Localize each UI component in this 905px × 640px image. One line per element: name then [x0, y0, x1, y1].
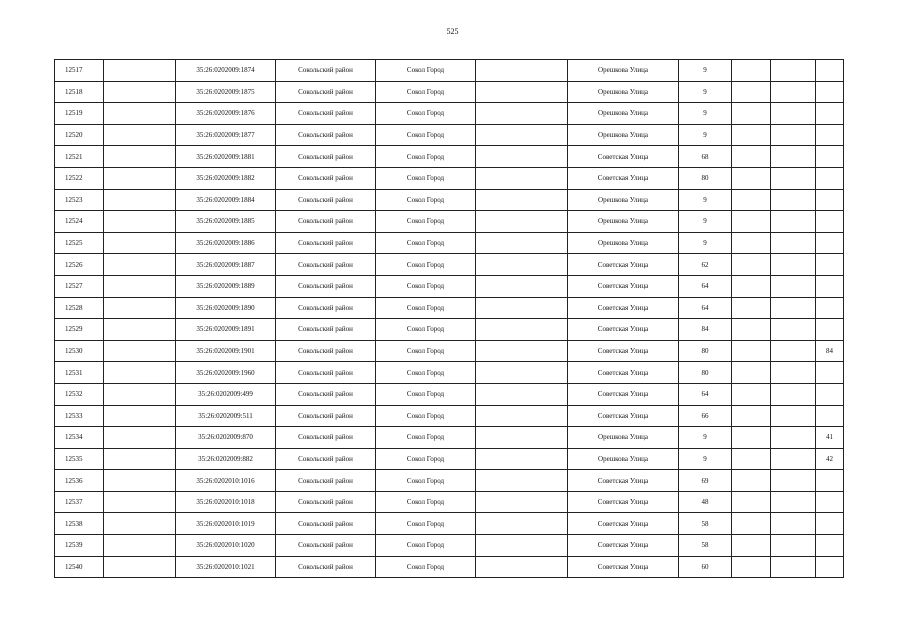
locality-cell: Сокол Город — [376, 491, 476, 513]
locality-cell: Сокол Город — [376, 167, 476, 189]
blank-cell-2 — [476, 383, 568, 405]
blank-cell-2 — [476, 254, 568, 276]
row-number-cell: 12526 — [55, 254, 104, 276]
blank-cell-2 — [476, 146, 568, 168]
row-number-cell: 12521 — [55, 146, 104, 168]
row-number-cell: 12537 — [55, 491, 104, 513]
blank-cell-4 — [771, 211, 816, 233]
blank-cell-2 — [476, 124, 568, 146]
street-cell: Советская Улица — [568, 275, 679, 297]
blank-cell-3 — [732, 167, 771, 189]
blank-cell-2 — [476, 232, 568, 254]
table-row — [55, 319, 844, 341]
table-row — [55, 448, 844, 470]
locality-cell: Сокол Город — [376, 383, 476, 405]
street-cell: Орешкова Улица — [568, 211, 679, 233]
cadastral-number-cell: 35:26:0202009:1887 — [176, 254, 276, 276]
blank-cell — [104, 167, 176, 189]
table-row — [55, 513, 844, 535]
table-row — [55, 232, 844, 254]
house-number-cell: 9 — [679, 211, 732, 233]
table-row — [55, 491, 844, 513]
row-number-cell: 12533 — [55, 405, 104, 427]
blank-cell-3 — [732, 103, 771, 125]
blank-cell-3 — [732, 189, 771, 211]
extra-number-cell — [816, 189, 844, 211]
house-number-cell: 69 — [679, 470, 732, 492]
blank-cell-4 — [771, 491, 816, 513]
row-number-cell: 12527 — [55, 275, 104, 297]
district-cell: Сокольский район — [276, 232, 376, 254]
row-number-cell: 12531 — [55, 362, 104, 384]
house-number-cell: 68 — [679, 146, 732, 168]
blank-cell-2 — [476, 427, 568, 449]
extra-number-cell — [816, 362, 844, 384]
blank-cell-3 — [732, 319, 771, 341]
table-row — [55, 167, 844, 189]
street-cell: Советская Улица — [568, 513, 679, 535]
locality-cell: Сокол Город — [376, 362, 476, 384]
table-row — [55, 189, 844, 211]
blank-cell-3 — [732, 275, 771, 297]
row-number-cell: 12518 — [55, 81, 104, 103]
blank-cell-2 — [476, 362, 568, 384]
table-row — [55, 103, 844, 125]
extra-number-cell — [816, 405, 844, 427]
district-cell: Сокольский район — [276, 124, 376, 146]
house-number-cell: 9 — [679, 448, 732, 470]
blank-cell-3 — [732, 383, 771, 405]
extra-number-cell — [816, 232, 844, 254]
street-cell: Советская Улица — [568, 535, 679, 557]
row-number-cell: 12540 — [55, 556, 104, 578]
row-number-cell: 12517 — [55, 60, 104, 82]
district-cell: Сокольский район — [276, 556, 376, 578]
blank-cell-4 — [771, 124, 816, 146]
blank-cell — [104, 211, 176, 233]
blank-cell-4 — [771, 340, 816, 362]
blank-cell — [104, 491, 176, 513]
table-row — [55, 340, 844, 362]
locality-cell: Сокол Город — [376, 124, 476, 146]
blank-cell-4 — [771, 60, 816, 82]
house-number-cell: 64 — [679, 383, 732, 405]
street-cell: Советская Улица — [568, 470, 679, 492]
blank-cell — [104, 470, 176, 492]
street-cell: Советская Улица — [568, 491, 679, 513]
blank-cell-2 — [476, 319, 568, 341]
extra-number-cell — [816, 81, 844, 103]
blank-cell-2 — [476, 340, 568, 362]
blank-cell-4 — [771, 535, 816, 557]
street-cell: Орешкова Улица — [568, 103, 679, 125]
cadastral-number-cell: 35:26:0202009:1885 — [176, 211, 276, 233]
blank-cell-2 — [476, 405, 568, 427]
blank-cell-3 — [732, 362, 771, 384]
house-number-cell: 9 — [679, 60, 732, 82]
district-cell: Сокольский район — [276, 275, 376, 297]
row-number-cell: 12534 — [55, 427, 104, 449]
blank-cell-3 — [732, 232, 771, 254]
extra-number-cell — [816, 275, 844, 297]
cadastral-number-cell: 35:26:0202009:1884 — [176, 189, 276, 211]
blank-cell — [104, 103, 176, 125]
blank-cell — [104, 146, 176, 168]
street-cell: Советская Улица — [568, 405, 679, 427]
blank-cell-2 — [476, 189, 568, 211]
table-row — [55, 556, 844, 578]
blank-cell-2 — [476, 491, 568, 513]
blank-cell-2 — [476, 556, 568, 578]
blank-cell-4 — [771, 513, 816, 535]
blank-cell — [104, 448, 176, 470]
cadastral-number-cell: 35:26:0202009:1889 — [176, 275, 276, 297]
blank-cell-2 — [476, 470, 568, 492]
extra-number-cell — [816, 211, 844, 233]
district-cell: Сокольский район — [276, 427, 376, 449]
street-cell: Орешкова Улица — [568, 427, 679, 449]
cadastral-number-cell: 35:26:0202009:882 — [176, 448, 276, 470]
cadastral-number-cell: 35:26:0202009:1960 — [176, 362, 276, 384]
extra-number-cell — [816, 470, 844, 492]
house-number-cell: 9 — [679, 124, 732, 146]
table-row — [55, 405, 844, 427]
extra-number-cell — [816, 124, 844, 146]
table-row — [55, 254, 844, 276]
table-row — [55, 297, 844, 319]
house-number-cell: 58 — [679, 513, 732, 535]
district-cell: Сокольский район — [276, 297, 376, 319]
house-number-cell: 84 — [679, 319, 732, 341]
table-row — [55, 211, 844, 233]
extra-number-cell — [816, 491, 844, 513]
district-cell: Сокольский район — [276, 189, 376, 211]
blank-cell-3 — [732, 535, 771, 557]
district-cell: Сокольский район — [276, 319, 376, 341]
blank-cell-4 — [771, 103, 816, 125]
cadastral-number-cell: 35:26:0202009:1881 — [176, 146, 276, 168]
house-number-cell: 58 — [679, 535, 732, 557]
house-number-cell: 9 — [679, 103, 732, 125]
cadastral-number-cell: 35:26:0202009:1882 — [176, 167, 276, 189]
district-cell: Сокольский район — [276, 383, 376, 405]
district-cell: Сокольский район — [276, 405, 376, 427]
cadastral-number-cell: 35:26:0202009:499 — [176, 383, 276, 405]
blank-cell-2 — [476, 103, 568, 125]
district-cell: Сокольский район — [276, 81, 376, 103]
street-cell: Советская Улица — [568, 556, 679, 578]
blank-cell — [104, 513, 176, 535]
blank-cell-4 — [771, 427, 816, 449]
blank-cell-3 — [732, 146, 771, 168]
district-cell: Сокольский район — [276, 491, 376, 513]
table-row — [55, 124, 844, 146]
street-cell: Орешкова Улица — [568, 189, 679, 211]
blank-cell-3 — [732, 211, 771, 233]
blank-cell-3 — [732, 513, 771, 535]
cadastral-number-cell: 35:26:0202009:511 — [176, 405, 276, 427]
locality-cell: Сокол Город — [376, 254, 476, 276]
blank-cell — [104, 297, 176, 319]
house-number-cell: 64 — [679, 275, 732, 297]
street-cell: Орешкова Улица — [568, 448, 679, 470]
table-row — [55, 427, 844, 449]
blank-cell — [104, 535, 176, 557]
blank-cell — [104, 362, 176, 384]
blank-cell-2 — [476, 297, 568, 319]
locality-cell: Сокол Город — [376, 81, 476, 103]
cadastral-number-cell: 35:26:0202009:1876 — [176, 103, 276, 125]
table-row — [55, 383, 844, 405]
blank-cell-3 — [732, 491, 771, 513]
blank-cell-3 — [732, 81, 771, 103]
blank-cell-4 — [771, 167, 816, 189]
blank-cell — [104, 556, 176, 578]
locality-cell: Сокол Город — [376, 556, 476, 578]
blank-cell-4 — [771, 254, 816, 276]
blank-cell-3 — [732, 427, 771, 449]
extra-number-cell — [816, 167, 844, 189]
extra-number-cell — [816, 383, 844, 405]
street-cell: Орешкова Улица — [568, 81, 679, 103]
street-cell: Советская Улица — [568, 167, 679, 189]
house-number-cell: 66 — [679, 405, 732, 427]
blank-cell-2 — [476, 211, 568, 233]
locality-cell: Сокол Город — [376, 448, 476, 470]
table-row — [55, 146, 844, 168]
house-number-cell: 64 — [679, 297, 732, 319]
house-number-cell: 9 — [679, 427, 732, 449]
cadastral-number-cell: 35:26:0202010:1019 — [176, 513, 276, 535]
extra-number-cell — [816, 60, 844, 82]
row-number-cell: 12535 — [55, 448, 104, 470]
registry-body — [55, 60, 844, 578]
house-number-cell: 9 — [679, 232, 732, 254]
blank-cell-2 — [476, 535, 568, 557]
locality-cell: Сокол Город — [376, 470, 476, 492]
cadastral-number-cell: 35:26:0202009:1875 — [176, 81, 276, 103]
street-cell: Орешкова Улица — [568, 124, 679, 146]
house-number-cell: 9 — [679, 189, 732, 211]
house-number-cell: 80 — [679, 362, 732, 384]
row-number-cell: 12530 — [55, 340, 104, 362]
blank-cell-3 — [732, 405, 771, 427]
table-row — [55, 362, 844, 384]
district-cell: Сокольский район — [276, 211, 376, 233]
district-cell: Сокольский район — [276, 470, 376, 492]
blank-cell-4 — [771, 232, 816, 254]
extra-number-cell — [816, 103, 844, 125]
extra-number-cell — [816, 146, 844, 168]
cadastral-number-cell: 35:26:0202009:1890 — [176, 297, 276, 319]
blank-cell-4 — [771, 81, 816, 103]
locality-cell: Сокол Город — [376, 405, 476, 427]
cadastral-number-cell: 35:26:0202009:870 — [176, 427, 276, 449]
blank-cell — [104, 81, 176, 103]
locality-cell: Сокол Город — [376, 275, 476, 297]
blank-cell-4 — [771, 297, 816, 319]
extra-number-cell: 42 — [816, 448, 844, 470]
blank-cell — [104, 427, 176, 449]
page-number: 525 — [446, 27, 459, 36]
cadastral-number-cell: 35:26:0202009:1886 — [176, 232, 276, 254]
cadastral-number-cell: 35:26:0202009:1874 — [176, 60, 276, 82]
extra-number-cell: 41 — [816, 427, 844, 449]
locality-cell: Сокол Город — [376, 319, 476, 341]
cadastral-number-cell: 35:26:0202010:1016 — [176, 470, 276, 492]
row-number-cell: 12520 — [55, 124, 104, 146]
district-cell: Сокольский район — [276, 103, 376, 125]
extra-number-cell — [816, 254, 844, 276]
district-cell: Сокольский район — [276, 167, 376, 189]
locality-cell: Сокол Город — [376, 297, 476, 319]
street-cell: Советская Улица — [568, 340, 679, 362]
street-cell: Советская Улица — [568, 383, 679, 405]
house-number-cell: 60 — [679, 556, 732, 578]
blank-cell — [104, 383, 176, 405]
blank-cell-2 — [476, 167, 568, 189]
blank-cell-3 — [732, 297, 771, 319]
blank-cell-3 — [732, 470, 771, 492]
blank-cell-3 — [732, 254, 771, 276]
blank-cell-2 — [476, 275, 568, 297]
cadastral-number-cell: 35:26:0202009:1877 — [176, 124, 276, 146]
extra-number-cell — [816, 556, 844, 578]
blank-cell-4 — [771, 189, 816, 211]
blank-cell-3 — [732, 124, 771, 146]
district-cell: Сокольский район — [276, 362, 376, 384]
blank-cell-4 — [771, 448, 816, 470]
row-number-cell: 12524 — [55, 211, 104, 233]
house-number-cell: 80 — [679, 167, 732, 189]
blank-cell — [104, 189, 176, 211]
house-number-cell: 80 — [679, 340, 732, 362]
blank-cell — [104, 232, 176, 254]
row-number-cell: 12539 — [55, 535, 104, 557]
locality-cell: Сокол Город — [376, 535, 476, 557]
cadastral-number-cell: 35:26:0202010:1018 — [176, 491, 276, 513]
blank-cell — [104, 319, 176, 341]
table-row — [55, 60, 844, 82]
locality-cell: Сокол Город — [376, 146, 476, 168]
street-cell: Советская Улица — [568, 362, 679, 384]
blank-cell-2 — [476, 448, 568, 470]
house-number-cell: 62 — [679, 254, 732, 276]
extra-number-cell — [816, 297, 844, 319]
blank-cell-3 — [732, 448, 771, 470]
district-cell: Сокольский район — [276, 340, 376, 362]
locality-cell: Сокол Город — [376, 427, 476, 449]
row-number-cell: 12532 — [55, 383, 104, 405]
cadastral-number-cell: 35:26:0202010:1021 — [176, 556, 276, 578]
district-cell: Сокольский район — [276, 513, 376, 535]
street-cell: Советская Улица — [568, 319, 679, 341]
blank-cell — [104, 254, 176, 276]
district-cell: Сокольский район — [276, 60, 376, 82]
table-row — [55, 275, 844, 297]
blank-cell-3 — [732, 340, 771, 362]
row-number-cell: 12522 — [55, 167, 104, 189]
street-cell: Советская Улица — [568, 146, 679, 168]
extra-number-cell — [816, 535, 844, 557]
blank-cell-4 — [771, 319, 816, 341]
district-cell: Сокольский район — [276, 254, 376, 276]
street-cell: Советская Улица — [568, 297, 679, 319]
house-number-cell: 48 — [679, 491, 732, 513]
cadastral-number-cell: 35:26:0202009:1891 — [176, 319, 276, 341]
table-row — [55, 470, 844, 492]
row-number-cell: 12525 — [55, 232, 104, 254]
extra-number-cell: 84 — [816, 340, 844, 362]
locality-cell: Сокол Город — [376, 60, 476, 82]
district-cell: Сокольский район — [276, 448, 376, 470]
district-cell: Сокольский район — [276, 535, 376, 557]
street-cell: Орешкова Улица — [568, 232, 679, 254]
district-cell: Сокольский район — [276, 146, 376, 168]
street-cell: Советская Улица — [568, 254, 679, 276]
table-row — [55, 535, 844, 557]
blank-cell — [104, 275, 176, 297]
blank-cell-4 — [771, 383, 816, 405]
blank-cell-2 — [476, 513, 568, 535]
blank-cell-2 — [476, 81, 568, 103]
row-number-cell: 12536 — [55, 470, 104, 492]
row-number-cell: 12528 — [55, 297, 104, 319]
row-number-cell: 12523 — [55, 189, 104, 211]
cadastral-number-cell: 35:26:0202009:1901 — [176, 340, 276, 362]
row-number-cell: 12538 — [55, 513, 104, 535]
table-row — [55, 81, 844, 103]
locality-cell: Сокол Город — [376, 513, 476, 535]
locality-cell: Сокол Город — [376, 103, 476, 125]
blank-cell — [104, 405, 176, 427]
blank-cell-2 — [476, 60, 568, 82]
cadastral-number-cell: 35:26:0202010:1020 — [176, 535, 276, 557]
blank-cell-4 — [771, 470, 816, 492]
row-number-cell: 12519 — [55, 103, 104, 125]
house-number-cell: 9 — [679, 81, 732, 103]
street-cell: Орешкова Улица — [568, 60, 679, 82]
locality-cell: Сокол Город — [376, 340, 476, 362]
blank-cell-3 — [732, 60, 771, 82]
locality-cell: Сокол Город — [376, 189, 476, 211]
blank-cell-4 — [771, 146, 816, 168]
blank-cell — [104, 60, 176, 82]
locality-cell: Сокол Город — [376, 232, 476, 254]
extra-number-cell — [816, 513, 844, 535]
row-number-cell: 12529 — [55, 319, 104, 341]
blank-cell-4 — [771, 556, 816, 578]
registry-table — [54, 59, 844, 578]
blank-cell-4 — [771, 362, 816, 384]
blank-cell-4 — [771, 275, 816, 297]
locality-cell: Сокол Город — [376, 211, 476, 233]
extra-number-cell — [816, 319, 844, 341]
blank-cell-3 — [732, 556, 771, 578]
blank-cell — [104, 340, 176, 362]
blank-cell — [104, 124, 176, 146]
blank-cell-4 — [771, 405, 816, 427]
